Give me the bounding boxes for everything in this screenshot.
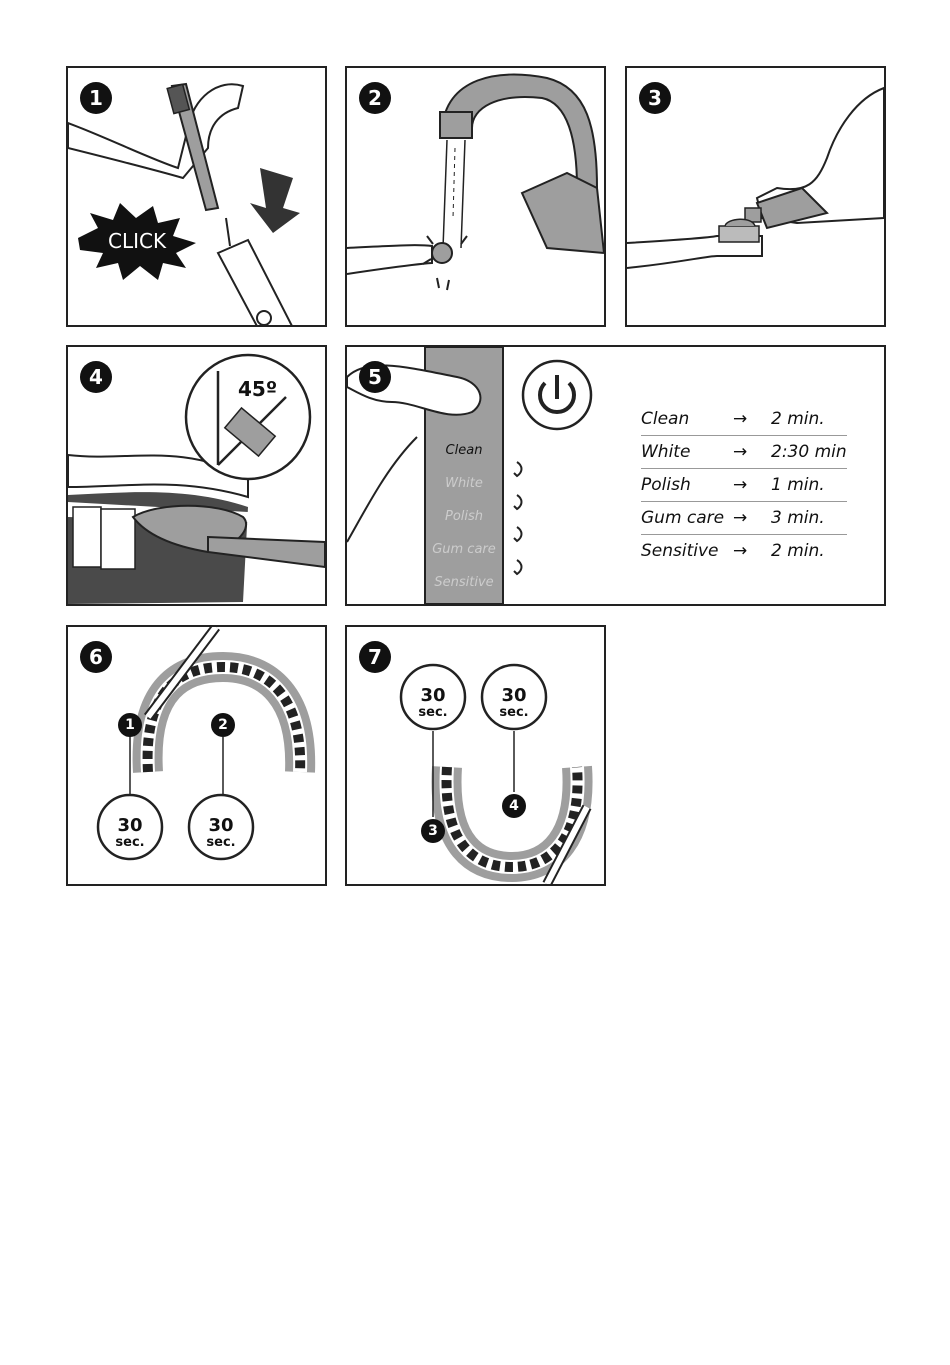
mode-time-table (641, 403, 847, 567)
timer-unit: sec. (206, 835, 236, 850)
zone-badge-3: 3 (421, 819, 445, 843)
mode-name: Clean (641, 409, 690, 429)
zone-badge-2: 2 (211, 713, 235, 737)
angle-label: 45º (238, 377, 278, 401)
timer-value: 30 (420, 685, 446, 706)
handle-mode-gum-care: Gum care (432, 542, 496, 557)
zone-badge-4: 4 (502, 794, 526, 818)
handle-mode-polish: Polish (444, 509, 484, 524)
step-7-panel (345, 625, 606, 886)
mode-name: Polish (641, 475, 691, 495)
handle-mode-white: White (445, 476, 483, 491)
step-5-panel (345, 345, 886, 606)
step-3-panel (625, 66, 886, 327)
step-number-5: 5 (359, 361, 391, 393)
timer-3 (401, 687, 465, 721)
step-number-4: 4 (80, 361, 112, 393)
timer-unit: sec. (418, 705, 448, 720)
step-number-3: 3 (639, 82, 671, 114)
mode-row (641, 436, 847, 469)
step-1-panel (66, 66, 327, 327)
step-4-panel (66, 345, 327, 606)
click-label: CLICK (108, 229, 167, 253)
timer-unit: sec. (115, 835, 145, 850)
mode-name: Sensitive (641, 541, 719, 561)
handle-mode-clean: Clean (445, 443, 483, 458)
mode-time: 2:30 min (771, 442, 847, 462)
arrow-icon: → (733, 541, 748, 561)
arrow-icon: → (733, 442, 748, 462)
mode-time: 3 min. (771, 508, 825, 528)
zone-badge-1: 1 (118, 713, 142, 737)
arrow-icon: → (733, 508, 748, 528)
timer-value: 30 (117, 815, 143, 836)
timer-4 (482, 687, 546, 721)
mode-time: 2 min. (771, 409, 825, 429)
timer-value: 30 (208, 815, 234, 836)
step-number-7: 7 (359, 641, 391, 673)
arrow-icon: → (733, 475, 748, 495)
step-number-6: 6 (80, 641, 112, 673)
timer-value: 30 (501, 685, 527, 706)
arrow-icon: → (733, 409, 748, 429)
timer-unit: sec. (499, 705, 529, 720)
mode-name: White (641, 442, 691, 462)
mode-row (641, 403, 847, 436)
mode-time: 2 min. (771, 541, 825, 561)
step-2-panel (345, 66, 606, 327)
mode-time: 1 min. (771, 475, 825, 495)
timer-1 (98, 817, 162, 851)
mode-row (641, 502, 847, 535)
mode-name: Gum care (641, 508, 725, 528)
mode-row (641, 535, 847, 567)
step-number-2: 2 (359, 82, 391, 114)
step-number-1: 1 (80, 82, 112, 114)
step-6-panel (66, 625, 327, 886)
handle-mode-sensitive: Sensitive (434, 575, 494, 590)
handle-mode-list (425, 443, 503, 606)
mode-row (641, 469, 847, 502)
timer-2 (189, 817, 253, 851)
